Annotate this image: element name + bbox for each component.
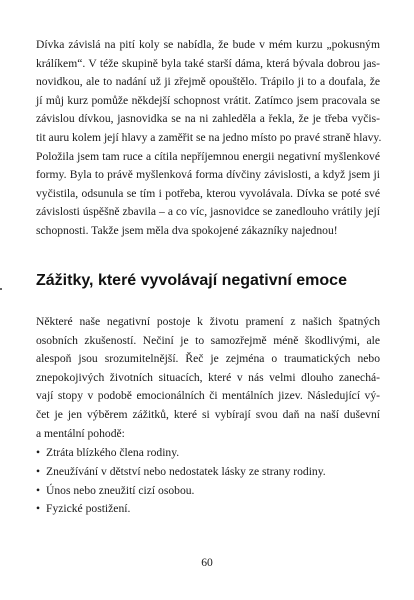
paragraph-line: vají stopy v podobě emocionálních či mentálních jizev. Následující vý- <box>36 389 380 403</box>
paragraph-line: znepokojivých životních situacích, které v nás velmi dlouho zanechá- <box>36 370 380 384</box>
bullet-icon: • <box>36 483 41 497</box>
paragraph-line: vyčistila, odsunula se tím i potřeba, kterou vyvolávala. Dívka se poté své <box>36 186 380 200</box>
paragraph-line-last: schopnosti. Takže jsem měla dva spokojené zákazníky najednou! <box>36 223 338 237</box>
paragraph-line: formy. Byla to právě myšlenková forma dívčiny závislosti, a když jsem ji <box>36 168 380 182</box>
paragraph-line: závislosti úspěšně zbavila – a co víc, jasnovidce se zanedlouho vrátily její <box>36 205 380 219</box>
list-item-text: Únos nebo zneužití cizí osobou. <box>46 483 195 497</box>
paragraph-line: Položila jsem tam ruce a cítila nepříjemnou energii negativní myšlenkové <box>36 149 380 163</box>
list-item <box>36 463 380 482</box>
list-item <box>36 444 380 463</box>
paragraph-line: čet je jen výběrem zážitků, které si vybírají svou daň na naší duševní <box>36 407 380 421</box>
paragraph-line: Dívka závislá na pití koly se nabídla, že bude v mém kurzu „pokusným <box>36 38 380 51</box>
paragraph-intro <box>36 313 380 443</box>
scan-mark <box>0 288 2 290</box>
list-item-text: Ztráta blízkého člena rodiny. <box>46 446 180 459</box>
paragraph-line: králíkem“. V téže skupině byla také starší dáma, která bývala dobrou jas- <box>36 56 380 70</box>
list-item <box>36 482 380 501</box>
list-item-text: Fyzické postižení. <box>46 502 131 516</box>
paragraph-line: alespoň jsou srozumitelnější. Řeč je zejména o traumatických nebo <box>36 352 380 366</box>
paragraph-line: jí můj kurz pomůže někdejší schopnost vrátit. Zatímco jsem pracovala se <box>36 93 380 107</box>
paragraph-line: tit auru kolem její hlavy a zaměřit se na jedno místo po pravé straně hlavy. <box>36 130 382 144</box>
paragraph-line: novidkou, ale to nadání už ji zřejmě opouštělo. Trápilo ji to a doufala, že <box>36 75 380 89</box>
section-heading: Zážitky, které vyvolávají negativní emoce <box>36 272 347 289</box>
paragraph-line: Některé naše negativní postoje k životu pramení z našich špatných <box>36 315 380 328</box>
paragraph-line-last: a mentální pohodě: <box>36 426 125 440</box>
paragraph-line: závislou dívkou, jasnovidka se na ni zahleděla a řekla, že je třeba vyčis- <box>36 112 380 126</box>
bullet-icon: • <box>36 446 41 459</box>
bullet-list <box>36 444 380 519</box>
bullet-icon: • <box>36 502 41 516</box>
bullet-icon: • <box>36 464 41 478</box>
list-item-text: Zneužívání v dětství nebo nedostatek lásky ze strany rodiny. <box>46 464 326 478</box>
paragraph-line: osobních zkušeností. Nečiní je to samozřejmě méně škodlivými, ale <box>36 333 380 347</box>
page-number: 60 <box>201 556 213 569</box>
list-item <box>36 500 380 519</box>
paragraph-story <box>36 36 380 241</box>
